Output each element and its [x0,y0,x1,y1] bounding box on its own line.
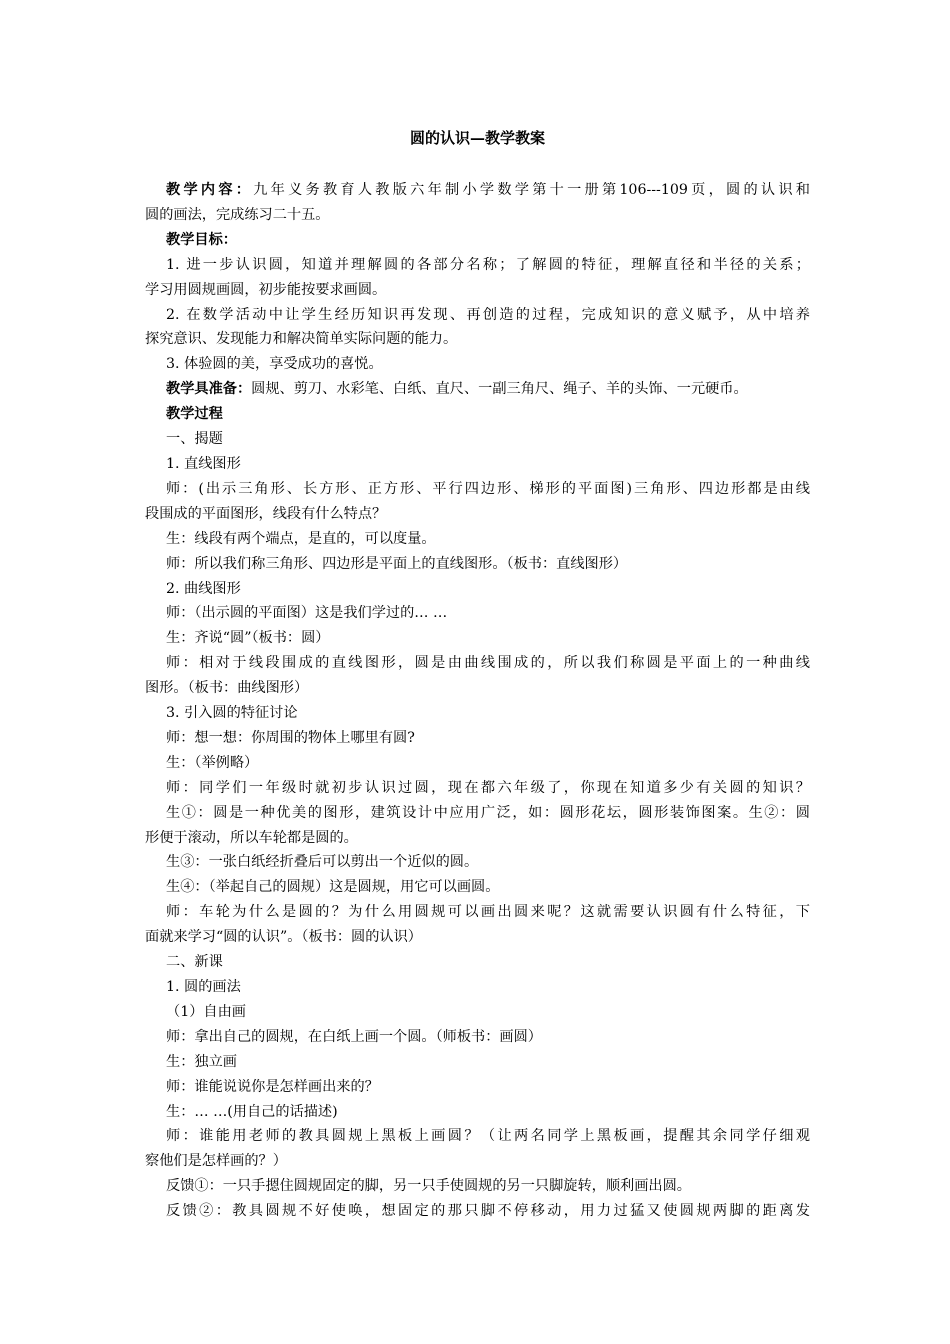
line-text: 形便于滚动，所以车轮都是圆的。 [145,829,358,846]
paragraph-line [145,651,810,676]
paragraph-line [145,826,810,851]
line-text: 二、新课 [166,954,223,971]
paragraph-line [145,1149,810,1174]
line-text: 探究意识、发现能力和解决简单实际问题的能力。 [145,331,458,348]
line-text: 3. 体验圆的美，享受成功的喜悦。 [166,356,383,373]
paragraph-line [145,900,810,925]
line-text: 生：… …(用自己的话描述) [166,1103,338,1120]
paragraph-line [145,178,810,203]
paragraph-line [145,203,810,228]
line-text: 一、揭题 [166,431,223,448]
paragraph-line [145,950,810,975]
paragraph-line [145,228,810,253]
line-text: 生①：圆是一种优美的图形，建筑设计中应用广泛，如：圆形花坛，圆形装饰图案。生②：圆 [166,804,810,821]
line-text: 1. 直线图形 [166,455,241,472]
line-text: 师：所以我们称三角形、四边形是平面上的直线图形。（板书：直线图形） [166,555,628,572]
line-text: 1. 圆的画法 [166,979,241,995]
paragraph-line [145,676,810,701]
section-label: 教学内容： [166,182,254,198]
paragraph-line [145,327,810,352]
line-text: 九年义务教育人教版六年制小学数学第十一册第106---109页，圆的认识和 [253,182,810,198]
line-text: 师：同学们一年级时就初步认识过圆，现在都六年级了，你现在知道多少有关圆的知识？ [166,779,810,796]
document-title: 圆的认识—教学教案 [409,129,545,147]
line-text: 1. 进一步认识圆，知道并理解圆的各部分名称；了解圆的特征，理解直径和半径的关系； [166,256,810,273]
paragraph-line [145,776,810,801]
line-text: 师：谁能说说你是怎样画出来的？ [166,1078,379,1095]
paragraph-line [145,1075,810,1100]
paragraph-line [145,850,810,875]
paragraph-line [145,1199,810,1224]
line-text: 反馈①：一只手摁住圆规固定的脚，另一只手使圆规的另一只脚旋转，顺利画出圆。 [166,1178,691,1195]
paragraph-line [145,726,810,751]
section-label: 教学具准备： [166,381,252,398]
paragraph-line [145,925,810,950]
line-text: 师：车轮为什么是圆的？为什么用圆规可以画出圆来呢？这就需要认识圆有什么特征，下 [166,904,810,921]
paragraph-line [145,1000,810,1025]
line-text: 师：(出示三角形、长方形、正方形、平行四边形、梯形的平面图)三角形、四边形都是由线 [166,480,810,497]
paragraph-line [145,1025,810,1050]
line-text: 生：独立画 [166,1053,237,1070]
paragraph-line [145,577,810,602]
paragraph-line [145,402,810,427]
line-text: （1）自由画 [166,1003,246,1020]
line-text: 2. 曲线图形 [166,580,241,597]
document-page [145,120,810,1224]
paragraph-line [145,527,810,552]
paragraph-line [145,303,810,328]
paragraph-line [145,626,810,651]
paragraph-line [145,1124,810,1149]
line-text: 师：拿出自己的圆规，在白纸上画一个圆。（师板书：画圆） [166,1028,542,1045]
line-text: 反馈②：教具圆规不好使唤，想固定的那只脚不停移动，用力过猛又使圆规两脚的距离发 [166,1203,810,1220]
line-text: 师：相对于线段围成的直线图形，圆是由曲线围成的，所以我们称圆是平面上的一种曲线 [166,655,810,672]
paragraph-line [145,427,810,452]
paragraph-line [145,502,810,527]
line-text: 段围成的平面图形，线段有什么特点？ [145,505,387,522]
paragraph-line [145,278,810,303]
paragraph-line [145,377,810,402]
line-text: 生④：（举起自己的圆规）这是圆规，用它可以画圆。 [166,879,500,896]
line-text: 圆的画法，完成练习二十五。 [145,206,330,223]
paragraph-line [145,601,810,626]
line-text: 师：想一想：你周围的物体上哪里有圆? [166,729,415,746]
paragraph-line [145,875,810,900]
line-text: 面就来学习“圆的认识”。（板书：圆的认识） [145,929,422,946]
line-text: 生：线段有两个端点，是直的，可以度量。 [166,530,436,547]
paragraph-line [145,452,810,477]
document-body [145,178,810,1224]
line-text: 3. 引入圆的特征讨论 [166,705,298,722]
line-text: 2. 在数学活动中让学生经历知识再发现、再创造的过程，完成知识的意义赋予，从中培养 [166,306,810,323]
line-text: 师：（出示圆的平面图）这是我们学过的… … [166,605,448,622]
line-text: 图形。（板书：曲线图形） [145,680,309,697]
line-text: 察他们是怎样画的？） [145,1153,287,1170]
line-text: 圆规、剪刀、水彩笔、白纸、直尺、一副三角尺、绳子、羊的头饰、一元硬币。 [251,381,748,398]
paragraph-line [145,253,810,278]
paragraph-line [145,477,810,502]
paragraph-line [145,1050,810,1075]
paragraph-line [145,352,810,377]
paragraph-line [145,1100,810,1125]
line-text: 学习用圆规画圆，初步能按要求画圆。 [145,281,387,298]
section-label: 教学目标： [166,231,237,248]
paragraph-line [145,1174,810,1199]
line-text: 生：齐说“圆”（板书：圆） [166,630,330,647]
paragraph-line [145,701,810,726]
line-text: 生：（举例略） [166,754,259,771]
paragraph-line [145,801,810,826]
line-text: 师：谁能用老师的教具圆规上黑板上画圆？（让两名同学上黑板画，提醒其余同学仔细观 [166,1128,810,1145]
paragraph-line [145,975,810,1000]
section-label: 教学过程 [166,406,223,423]
line-text: 生③：一张白纸经折叠后可以剪出一个近似的圆。 [166,854,479,871]
paragraph-line [145,751,810,776]
paragraph-line [145,552,810,577]
